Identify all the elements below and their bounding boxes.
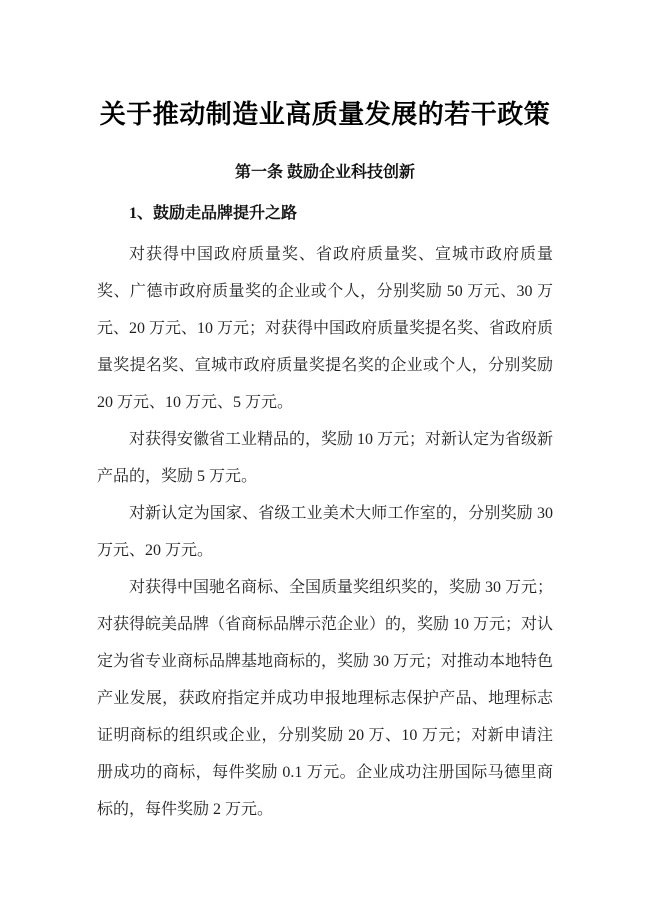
sub-heading: 1、鼓励走品牌提升之路: [129, 205, 298, 222]
paragraph-container: [97, 236, 553, 828]
body-paragraph: 对获得中国驰名商标、全国质量奖组织奖的，奖励 30 万元；对获得皖美品牌（省商标品牌示范企业）的，奖励 10 万元；对认定为省专业商标品牌基地商标的，奖励 30 万元；对推动本地特色产业发展，获政府指定并成功申报地理标志保护产品、地理标志证明商标的组织或企业，分别奖励 20 万、10 万元；对新申请注册成功的商标，每件奖励 0.1 万元。企业成功注册国际马德里商标的，每件奖励 2 万元。: [97, 579, 554, 818]
body-paragraph: 对获得中国政府质量奖、省政府质量奖、宣城市政府质量奖、广德市政府质量奖的企业或个人，分别奖励 50 万元、30 万元、20 万元、10 万元；对获得中国政府质量奖提名奖、省政府质量奖提名奖、宣城市政府质量奖提名奖的企业或个人，分别奖励 20 万元、10 万元、5 万元。: [97, 246, 554, 411]
document-title: 关于推动制造业高质量发展的若干政策: [99, 100, 551, 129]
document-body: [97, 0, 553, 828]
section-heading: 第一条 鼓励企业科技创新: [234, 164, 415, 181]
body-paragraph: 对新认定为国家、省级工业美术大师工作室的，分别奖励 30 万元、20 万元。: [97, 505, 553, 559]
body-paragraph: 对获得安徽省工业精品的，奖励 10 万元；对新认定为省级新产品的，奖励 5 万元。: [97, 431, 554, 485]
